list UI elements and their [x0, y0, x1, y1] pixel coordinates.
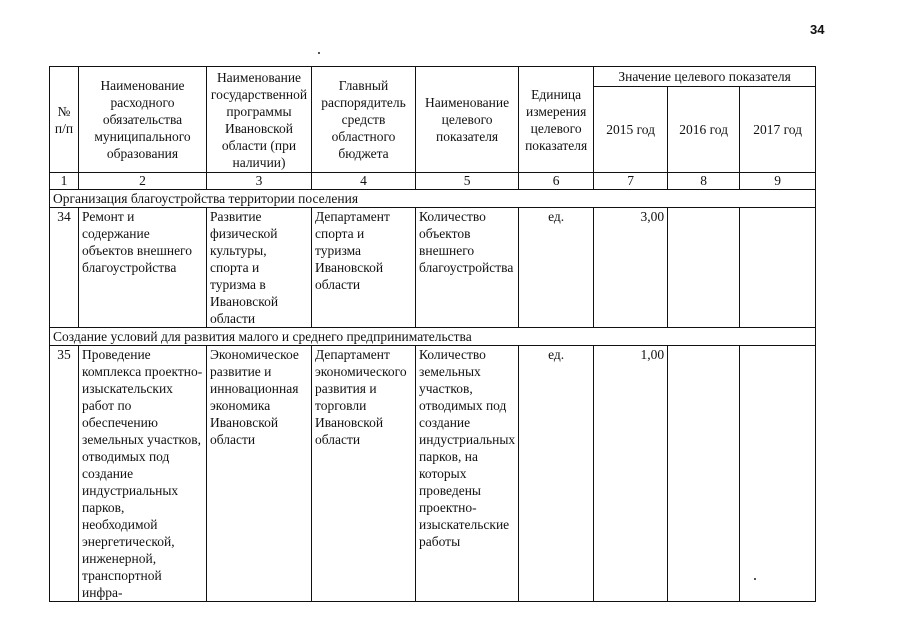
row-manager: Департамент спорта и туризма Ивановской области	[312, 208, 416, 328]
header-program: Наименование государственной программы Ивановской области (при наличии)	[207, 67, 312, 173]
target-indicators-table	[49, 66, 816, 602]
column-number: 7	[594, 173, 668, 190]
column-number: 4	[312, 173, 416, 190]
column-numbers-row	[50, 173, 816, 190]
header-unit: Единица измерения целевого показателя	[519, 67, 594, 173]
row-obligation-name: Проведение комплекса проектно-изыскательских работ по обеспечению земельных участков, отводимых под создание индустриальных парков, необходимой энергетической, инженерной, транспортной инфра-	[79, 346, 207, 602]
column-number: 6	[519, 173, 594, 190]
row-unit: ед.	[519, 208, 594, 328]
section-title: Организация благоустройства территории поселения	[50, 190, 816, 208]
column-number: 3	[207, 173, 312, 190]
section-heading-row	[50, 190, 816, 208]
row-manager: Департамент экономического развития и торговли Ивановской области	[312, 346, 416, 602]
column-number: 1	[50, 173, 79, 190]
column-number: 2	[79, 173, 207, 190]
header-num: № п/п	[50, 67, 79, 173]
header-year-2016: 2016 год	[668, 87, 740, 173]
row-indicator: Количество земельных участков, отводимых под создание индустриальных парков, на которых проведены проектно-изыскательские работы	[416, 346, 519, 602]
row-value-2016	[668, 346, 740, 602]
row-value-2015: 3,00	[594, 208, 668, 328]
row-unit: ед.	[519, 346, 594, 602]
row-value-2015: 1,00	[594, 346, 668, 602]
header-row-top	[50, 67, 816, 87]
page-number: 34	[810, 22, 825, 37]
section-heading-row	[50, 328, 816, 346]
header-obligation-name: Наименование расходного обязательства муниципального образования	[79, 67, 207, 173]
column-number: 9	[740, 173, 816, 190]
header-manager: Главный распорядитель средств областного бюджета	[312, 67, 416, 173]
section-title: Создание условий для развития малого и среднего предпринимательства	[50, 328, 816, 346]
header-values: Значение целевого показателя	[594, 67, 816, 87]
header-year-2017: 2017 год	[740, 87, 816, 173]
row-num: 34	[50, 208, 79, 328]
table-row	[50, 208, 816, 328]
row-value-2017	[740, 346, 816, 602]
column-number: 5	[416, 173, 519, 190]
header-indicator: Наименование целевого показателя	[416, 67, 519, 173]
row-num: 35	[50, 346, 79, 602]
column-number: 8	[668, 173, 740, 190]
row-program: Экономическое развитие и инновационная экономика Ивановской области	[207, 346, 312, 602]
row-obligation-name: Ремонт и содержание объектов внешнего благоустройства	[79, 208, 207, 328]
row-program: Развитие физической культуры, спорта и туризма в Ивановской области	[207, 208, 312, 328]
table-row	[50, 346, 816, 602]
row-value-2017	[740, 208, 816, 328]
row-indicator: Количество объектов внешнего благоустройства	[416, 208, 519, 328]
row-value-2016	[668, 208, 740, 328]
header-year-2015: 2015 год	[594, 87, 668, 173]
scan-speck	[318, 52, 320, 54]
